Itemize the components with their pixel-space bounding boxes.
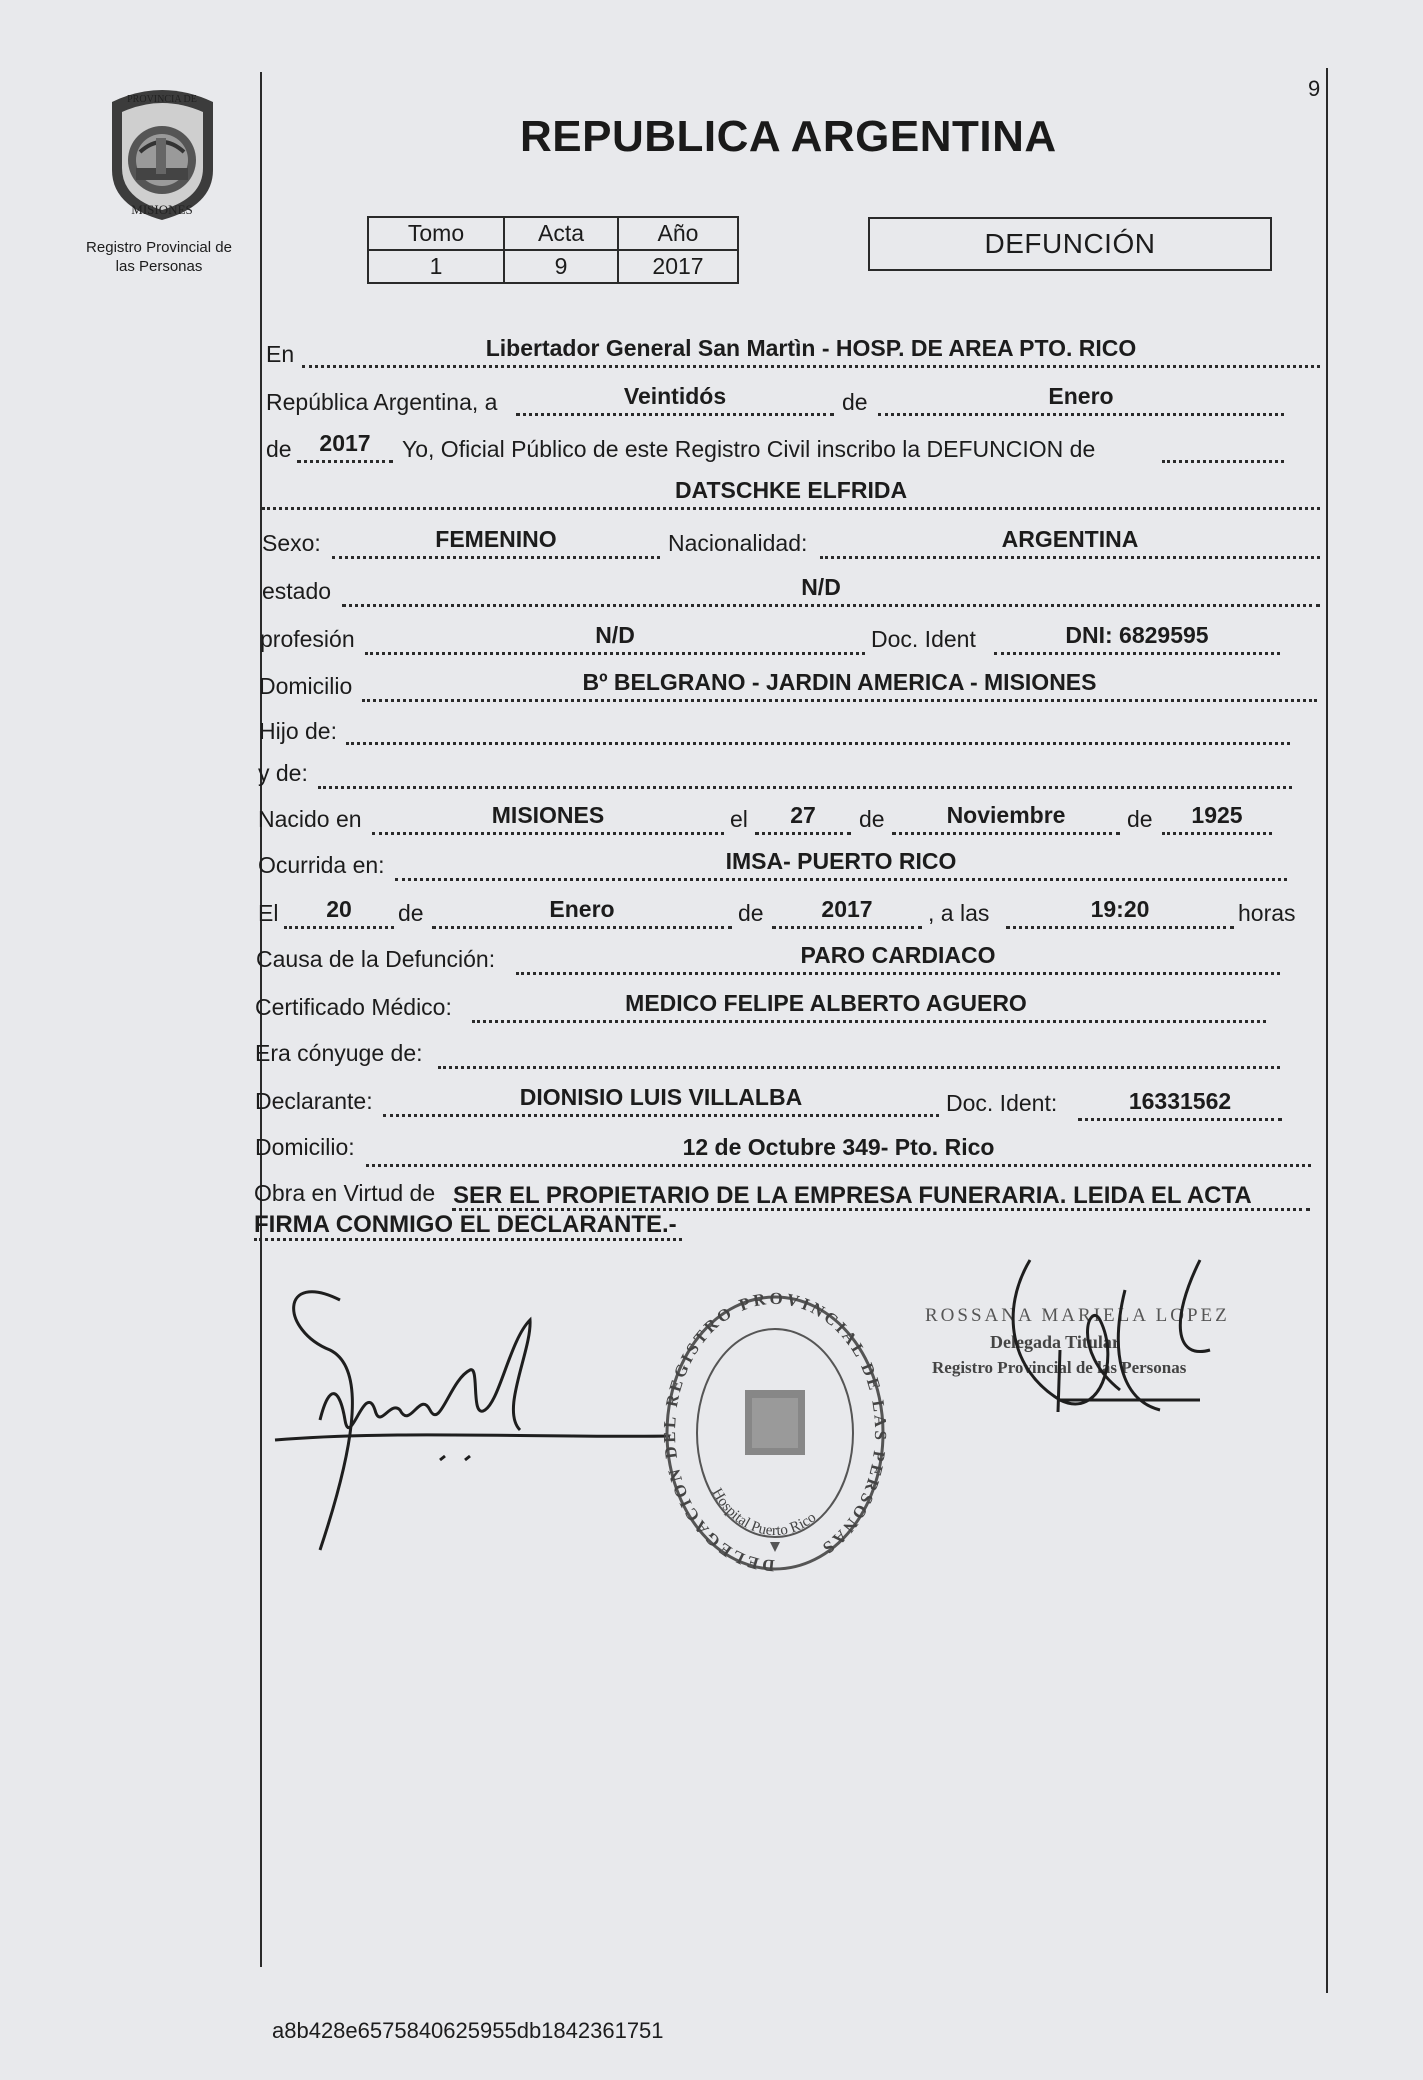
alas-label: , a las xyxy=(928,900,990,926)
sexo-label: Sexo: xyxy=(262,530,321,556)
nacionalidad-label: Nacionalidad: xyxy=(668,530,808,556)
record-info-table xyxy=(367,216,739,284)
official-signature xyxy=(960,1250,1220,1430)
doc2-line xyxy=(1078,1118,1282,1121)
seal-outer-text: DELEGACION DEL REGISTRO PROVINCIAL DE LAS PERSONAS xyxy=(660,1290,890,1576)
de-label-5: de xyxy=(398,900,424,926)
en-value: Libertador General San Martìn - HOSP. DE AREA PTO. RICO xyxy=(485,335,1137,361)
official-office: Registro Provincial de las Personas xyxy=(932,1358,1187,1377)
inscribo-line xyxy=(1162,460,1284,463)
obra-value-line1: SER EL PROPIETARIO DE LA EMPRESA FUNERARIA. LEIDA EL ACTA xyxy=(453,1182,1252,1209)
domicilio-value: Bº BELGRANO - JARDIN AMERICA - MISIONES xyxy=(582,669,1097,695)
yde-label: y de: xyxy=(258,760,308,786)
birth-day-line xyxy=(755,832,851,835)
el2-label: El xyxy=(258,900,279,926)
profesion-value: N/D xyxy=(595,622,635,648)
misiones-coat-of-arms-logo xyxy=(100,82,225,222)
official-position: Delegada Titular xyxy=(990,1332,1120,1352)
registry-seal xyxy=(660,1290,890,1580)
doc-ident-line xyxy=(994,652,1280,655)
el-label: el xyxy=(730,806,748,832)
domicilio-label: Domicilio xyxy=(259,673,353,699)
causa-label: Causa de la Defunción: xyxy=(256,946,496,972)
death-year-value: 2017 xyxy=(821,896,873,922)
profesion-line xyxy=(365,652,865,655)
causa-value: PARO CARDIACO xyxy=(800,942,996,968)
nacido-line xyxy=(372,832,724,835)
de-label-1: de xyxy=(842,389,868,415)
certificado-line xyxy=(472,1020,1266,1023)
doc-ident-value: DNI: 6829595 xyxy=(1065,622,1209,648)
death-time-value: 19:20 xyxy=(1090,896,1150,922)
tomo-value: 1 xyxy=(368,250,504,283)
document-hash: a8b428e6575840625955db1842361751 xyxy=(272,2018,664,2043)
en-label: En xyxy=(266,341,295,367)
domicilio2-label: Domicilio: xyxy=(255,1134,355,1160)
obra-label: Obra en Virtud de xyxy=(254,1180,436,1206)
death-month-line xyxy=(432,926,732,929)
sexo-line xyxy=(332,556,660,559)
republica-label: República Argentina, a xyxy=(266,389,498,415)
estado-line xyxy=(342,604,1320,607)
day-line xyxy=(516,413,834,416)
nacido-value: MISIONES xyxy=(491,802,605,828)
hijo-label: Hijo de: xyxy=(259,718,337,744)
nacido-label: Nacido en xyxy=(258,806,362,832)
de-label-6: de xyxy=(738,900,764,926)
declarante-label: Declarante: xyxy=(255,1088,373,1114)
svg-text:Hospital Puerto Rico xyxy=(709,1486,820,1539)
conyuge-line xyxy=(438,1066,1280,1069)
tomo-header: Tomo xyxy=(368,217,504,250)
birth-month-value: Noviembre xyxy=(946,802,1066,828)
domicilio2-line xyxy=(366,1164,1311,1167)
estado-label: estado xyxy=(262,578,332,604)
day-words-value: Veintidós xyxy=(623,383,727,409)
logo-text-top: PROVINCIA DE xyxy=(127,94,197,105)
nacionalidad-line xyxy=(820,556,1320,559)
month-value: Enero xyxy=(1048,383,1114,409)
page-title: REPUBLICA ARGENTINA xyxy=(520,112,1057,161)
birth-month-line xyxy=(892,832,1120,835)
en-line xyxy=(302,365,1320,368)
hijo-line xyxy=(346,742,1290,745)
death-time-line xyxy=(1006,926,1234,929)
death-day-line xyxy=(284,926,394,929)
de-label-4: de xyxy=(1127,806,1153,832)
de-label-2: de xyxy=(266,436,292,462)
death-year-line xyxy=(772,926,922,929)
death-month-value: Enero xyxy=(549,896,615,922)
domicilio2-value: 12 de Octubre 349- Pto. Rico xyxy=(682,1134,995,1160)
certificado-value: MEDICO FELIPE ALBERTO AGUERO xyxy=(625,990,1027,1016)
seal-inner-text: Hospital Puerto Rico xyxy=(708,1485,820,1540)
logo-text-bottom: MISIONES xyxy=(131,202,193,217)
horas-label: horas xyxy=(1238,900,1296,926)
yde-line xyxy=(318,786,1292,789)
declarante-line xyxy=(383,1114,939,1117)
deceased-name: DATSCHKE ELFRIDA xyxy=(674,477,908,503)
ocurrida-value: IMSA- PUERTO RICO xyxy=(725,848,957,874)
domicilio-line xyxy=(362,699,1317,702)
ocurrida-label: Ocurrida en: xyxy=(258,852,385,878)
name-line xyxy=(262,507,1320,510)
anio-header: Año xyxy=(618,217,738,250)
year-line xyxy=(297,460,393,463)
birth-year-line xyxy=(1162,832,1272,835)
page-number: 9 xyxy=(1308,76,1321,101)
nacionalidad-value: ARGENTINA xyxy=(1001,526,1139,552)
de-label-3: de xyxy=(859,806,885,832)
doc2-value: 16331562 xyxy=(1128,1088,1232,1114)
declarante-value: DIONISIO LUIS VILLALBA xyxy=(519,1084,803,1110)
acta-header: Acta xyxy=(504,217,618,250)
ocurrida-line xyxy=(395,878,1287,881)
obra-value-line2: FIRMA CONMIGO EL DECLARANTE.- xyxy=(254,1211,677,1238)
right-margin-line xyxy=(1326,68,1328,1993)
birth-year-value: 1925 xyxy=(1191,802,1243,828)
official-name: ROSSANA MARIELA LOPEZ xyxy=(925,1305,1230,1326)
sexo-value: FEMENINO xyxy=(435,526,557,552)
causa-line xyxy=(516,972,1280,975)
profesion-label: profesión xyxy=(260,626,355,652)
doc2-label: Doc. Ident: xyxy=(946,1090,1058,1116)
death-day-value: 20 xyxy=(326,896,352,922)
certificado-label: Certificado Médico: xyxy=(255,994,452,1020)
anio-value: 2017 xyxy=(618,250,738,283)
acta-value: 9 xyxy=(504,250,618,283)
year-value: 2017 xyxy=(319,430,371,456)
declarant-signature xyxy=(270,1260,690,1560)
estado-value: N/D xyxy=(801,574,841,600)
month-line xyxy=(878,413,1284,416)
registry-label: Registro Provincial de las Personas xyxy=(86,239,232,275)
birth-day-value: 27 xyxy=(790,802,816,828)
record-type-box: DEFUNCIÓN xyxy=(868,217,1272,271)
inscribo-text: Yo, Oficial Público de este Registro Civil inscribo la DEFUNCION de xyxy=(402,436,1096,462)
doc-ident-label: Doc. Ident xyxy=(871,626,976,652)
conyuge-label: Era cónyuge de: xyxy=(255,1040,423,1066)
